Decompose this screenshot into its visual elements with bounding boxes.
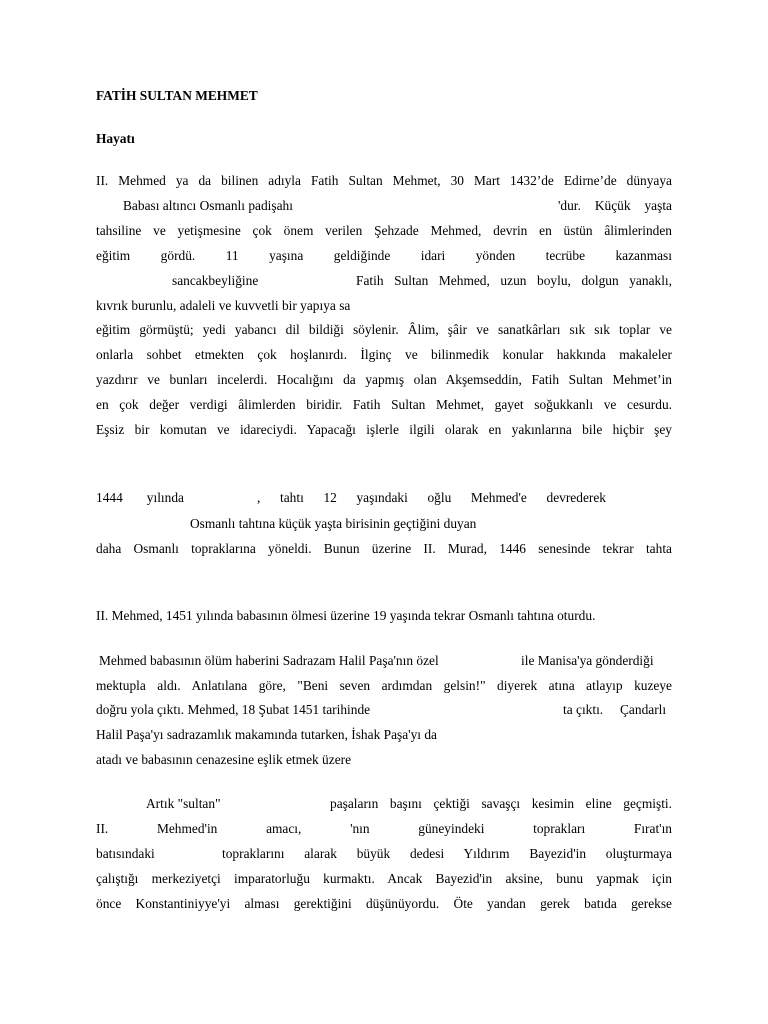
word: yönden (475, 248, 516, 263)
paragraph-line: Çandarlı (620, 702, 667, 717)
paragraph-line: tahsiline ve yetişmesine çok önem verilen Şehzade Mehmed, devrin en üstün âlimlerinden (96, 223, 672, 238)
word: 11 (225, 248, 239, 263)
paragraph-line: ile Manisa'ya gönderdiği (521, 653, 654, 668)
paragraph-line (257, 490, 606, 506)
paragraph-line: Osmanlı tahtına küçük yaşta birisinin geçtiğini duyan (190, 516, 477, 531)
paragraph-line: kıvrık burunlu, adaleli ve kuvvetli bir yapıya sa (96, 298, 351, 313)
paragraph-line: Mehmed babasının ölüm haberini Sadrazam Halil Paşa'nın özel (99, 653, 439, 668)
word: 12 (323, 490, 337, 505)
paragraph-line: onlarla sohbet etmekten çok hoşlanırdı. İlginç ve bilinmedik konular hakkında makaleler (96, 347, 672, 362)
paragraph-line: Eşsiz bir komutan ve idareciydi. Yapacağı işlerle ilgili olarak en yakınlarına bile hiçbir şey (96, 422, 672, 437)
paragraph-line (96, 248, 672, 264)
word: , (257, 490, 261, 505)
paragraph-line: Fatih Sultan Mehmed, uzun boylu, dolgun yanaklı, (356, 273, 672, 288)
word: geldiğinde (333, 248, 391, 263)
word: yaşına (269, 248, 304, 263)
word: tecrübe (545, 248, 586, 263)
paragraph-line: II. Mehmed, 1451 yılında babasının ölmesi üzerine 19 yaşında tekrar Osmanlı tahtına oturdu. (96, 608, 596, 623)
paragraph-line: yazdırır ve bunları incelerdi. Hocalığını da yapmış olan Akşemseddin, Fatih Sultan Mehmet’in (96, 372, 672, 387)
word: idari (420, 248, 446, 263)
word: toprakları (533, 821, 586, 836)
word: oğlu (427, 490, 452, 505)
section-heading: Hayatı (96, 131, 135, 146)
word: Mehmed'e (470, 490, 527, 505)
word: devrederek (546, 490, 606, 505)
word: tahtı (280, 490, 304, 505)
paragraph-line: 'dur. Küçük yaşta (558, 198, 672, 213)
paragraph-line: daha Osmanlı topraklarına yöneldi. Bunun üzerine II. Murad, 1446 senesinde tekrar tahta (96, 541, 672, 556)
paragraph-line: paşaların başını çektiği savaşçı kesimin eline geçmişti. (330, 796, 672, 811)
paragraph-line: batısındaki (96, 846, 155, 861)
paragraph-line: sancakbeyliğine (172, 273, 259, 288)
paragraph-line: II. Mehmed ya da bilinen adıyla Fatih Sultan Mehmet, 30 Mart 1432’de Edirne’de dünyaya (96, 173, 672, 188)
paragraph-line: Artık "sultan" (146, 796, 221, 811)
paragraph-line: doğru yola çıktı. Mehmed, 18 Şubat 1451 tarihinde (96, 702, 371, 717)
word: 1444 (96, 490, 123, 505)
word: gördü. (160, 248, 196, 263)
paragraph-line: eğitim görmüştü; yedi yabancı dil bildiği söylenir. Âlim, şâir ve sanatkârları sık sık toplar ve (96, 322, 672, 337)
paragraph-line (96, 821, 672, 837)
paragraph-line: ta çıktı. (563, 702, 604, 717)
paragraph-line: önce Konstantiniyye'yi alması gerektiğini düşünüyordu. Öte yandan gerek batıda gerekse (96, 896, 672, 911)
paragraph-line: topraklarını alarak büyük dedesi Yıldırım Bayezid'in oluşturmaya (222, 846, 672, 861)
paragraph-line: Halil Paşa'yı sadrazamlık makamında tutarken, İshak Paşa'yı da (96, 727, 437, 742)
word: yaşındaki (356, 490, 408, 505)
paragraph-line: en çok değer verdigi âlimlerden biridir. Fatih Sultan Mehmet, gayet soğukkanlı ve cesurdu. (96, 397, 672, 412)
paragraph-line: atadı ve babasının cenazesine eşlik etmek üzere (96, 752, 352, 767)
word: kazanması (615, 248, 672, 263)
word: eğitim (96, 248, 131, 263)
paragraph-line: çalıştığı merkeziyetçi imparatorluğu kurmaktı. Ancak Bayezid'in aksine, bunu yapmak için (96, 871, 672, 886)
word: Mehmed'in (156, 821, 218, 836)
paragraph-line: mektupla aldı. Anlatılana göre, "Beni seven ardımdan gelsin!" diyerek atına atlayıp kuzeye (96, 678, 672, 693)
paragraph-line: Babası altıncı Osmanlı padişahı (123, 198, 293, 213)
word: II. (96, 821, 109, 836)
word: 'nın (350, 821, 370, 836)
paragraph-line (96, 490, 184, 506)
word: güneyindeki (418, 821, 485, 836)
document-title: FATİH SULTAN MEHMET (96, 88, 258, 103)
word: yılında (146, 490, 184, 505)
word: Fırat'ın (633, 821, 672, 836)
word: amacı, (266, 821, 302, 836)
